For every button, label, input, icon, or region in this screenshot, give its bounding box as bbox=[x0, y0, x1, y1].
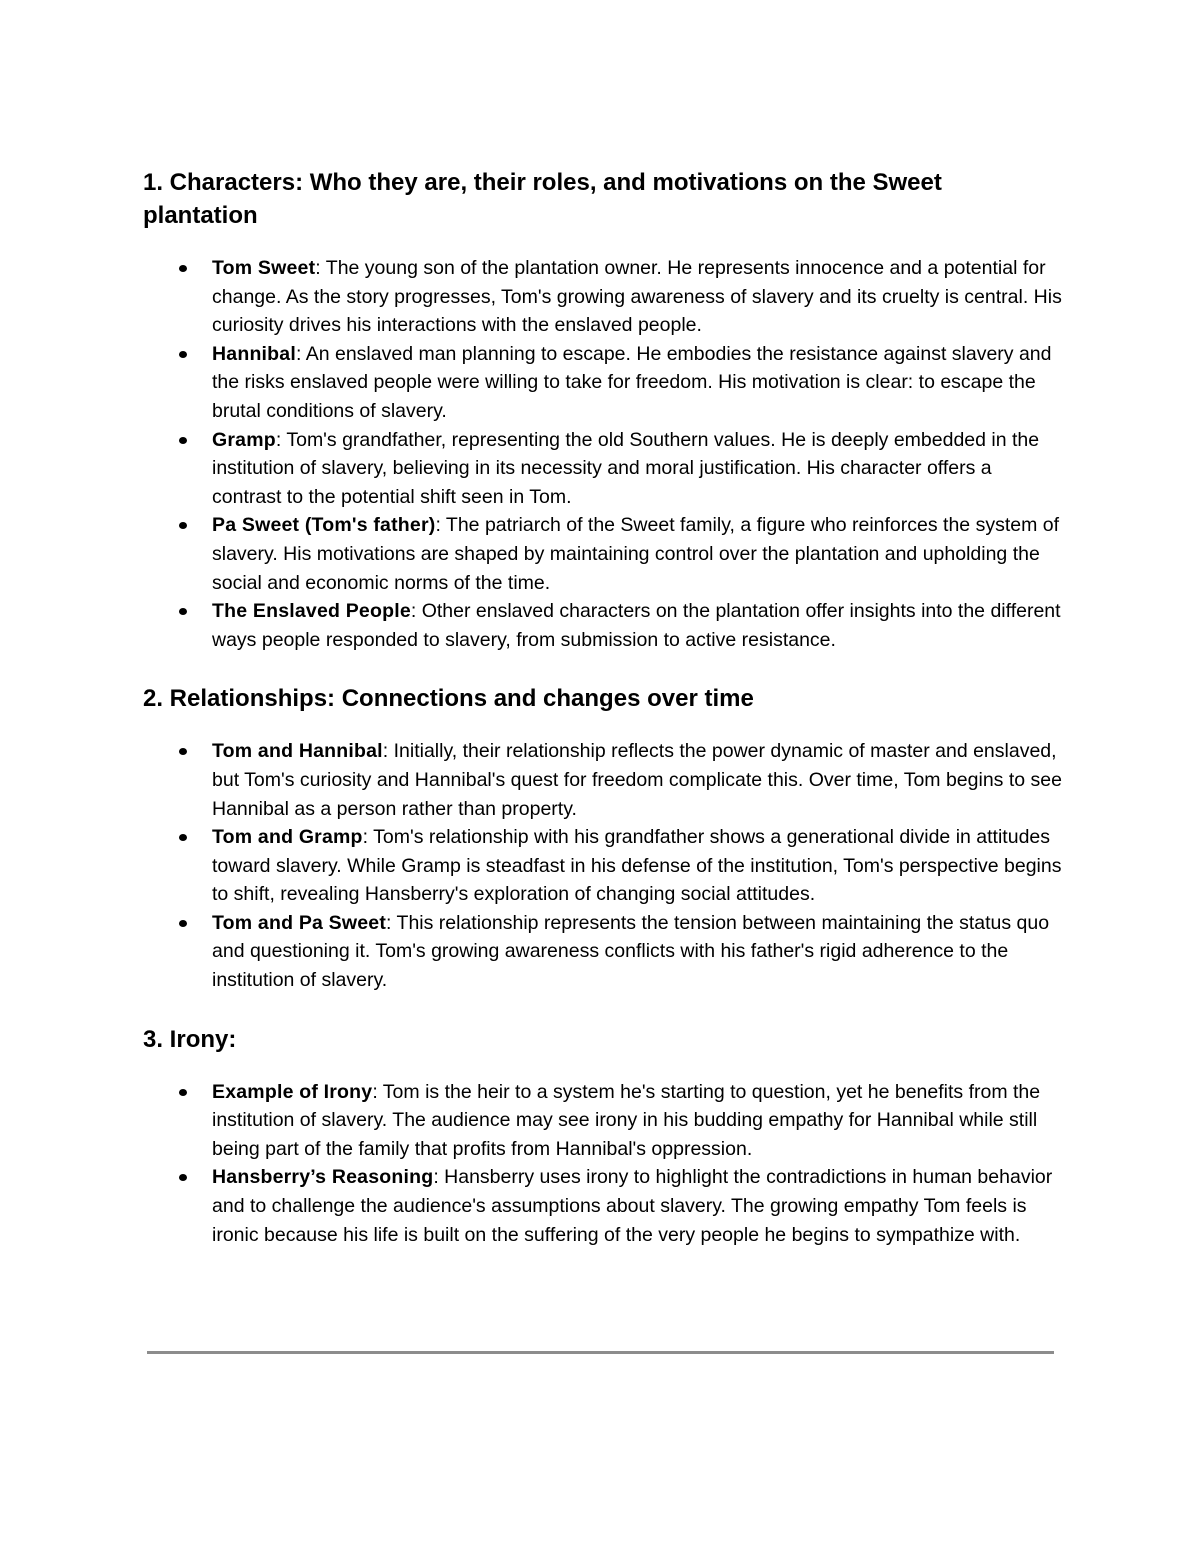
list-item-text: : Tom's relationship with his grandfather shows a generational divide in attitudes toward slavery. While Gramp is steadfast in his defense of the institution, Tom's perspective begins to shift, revealing Hansberry's exploration of changing social attitudes. bbox=[212, 826, 1062, 906]
section-relationships bbox=[143, 682, 1063, 994]
section-heading: 2. Relationships: Connections and changes over time bbox=[143, 685, 754, 713]
list-item-term: Hansberry’s Reasoning bbox=[212, 1166, 434, 1189]
list-item bbox=[143, 1163, 1063, 1249]
horizontal-divider bbox=[147, 1351, 1054, 1354]
bullet-dot-icon bbox=[179, 920, 187, 927]
list-item bbox=[143, 737, 1063, 823]
bullet-dot-icon bbox=[179, 748, 187, 755]
list-item bbox=[143, 254, 1063, 340]
list-item-term: Gramp bbox=[212, 428, 276, 451]
list-item-term: Tom and Hannibal bbox=[212, 740, 383, 763]
section-heading: 3. Irony: bbox=[143, 1025, 237, 1053]
bullet-list bbox=[143, 1078, 1063, 1250]
list-item-text: : Tom's grandfather, representing the old Southern values. He is deeply embedded in the institution of slavery, believing in its necessity and moral justification. His character offers a contrast to the potential shift seen in Tom. bbox=[212, 428, 1040, 508]
list-item bbox=[143, 426, 1063, 512]
bullet-dot-icon bbox=[179, 522, 187, 529]
list-item-text: : This relationship represents the tension between maintaining the status quo and questioning it. Tom's growing awareness conflicts with his father's rigid adherence to the institution of slavery. bbox=[212, 911, 1050, 992]
list-item-term: Example of Irony bbox=[212, 1080, 373, 1103]
section-irony bbox=[143, 1023, 1063, 1250]
bullet-dot-icon bbox=[179, 265, 187, 272]
section-heading: 1. Characters: Who they are, their roles, and motivations on the Sweet plantation bbox=[143, 169, 942, 229]
list-item-text: : The young son of the plantation owner. He represents innocence and a potential for change. As the story progresses, Tom's growing awareness of slavery and its cruelty is central. His curiosity drives his interactions with the enslaved people. bbox=[212, 257, 1062, 337]
list-item-text: : An enslaved man planning to escape. He embodies the resistance against slavery and the risks enslaved people were willing to take for freedom. His motivation is clear: to escape the brutal conditions of slavery. bbox=[212, 342, 1052, 422]
bullet-dot-icon bbox=[179, 608, 187, 615]
list-item bbox=[143, 340, 1063, 426]
list-item bbox=[143, 1078, 1063, 1164]
list-item-text: : Hansberry uses irony to highlight the contradictions in human behavior and to challenge the audience's assumptions about slavery. The growing empathy Tom feels is ironic because his life is built on the suffering of the very people he begins to sympathize with. bbox=[212, 1166, 1053, 1246]
list-item-term: The Enslaved People bbox=[212, 600, 411, 623]
list-item-text: : Initially, their relationship reflects the power dynamic of master and enslaved, but Tom's curiosity and Hannibal's quest for freedom complicate this. Over time, Tom begins to see Hannibal as a person rather than property. bbox=[212, 740, 1062, 820]
list-item bbox=[143, 511, 1063, 597]
list-item-term: Tom and Gramp bbox=[212, 826, 363, 849]
bullet-dot-icon bbox=[179, 351, 187, 358]
list-item-text: : Tom is the heir to a system he's starting to question, yet he benefits from the institution of slavery. The audience may see irony in his budding empathy for Hannibal while still being part of the family that profits from Hannibal's oppression. bbox=[212, 1080, 1041, 1160]
bullet-dot-icon bbox=[179, 834, 187, 841]
list-item-term: Tom Sweet bbox=[212, 257, 316, 279]
bullet-list bbox=[143, 254, 1063, 654]
bullet-dot-icon bbox=[179, 1089, 187, 1096]
bullet-list bbox=[143, 737, 1063, 994]
bullet-dot-icon bbox=[179, 1174, 187, 1181]
list-item bbox=[143, 597, 1063, 654]
section-characters bbox=[143, 166, 1063, 654]
list-item-text: : The patriarch of the Sweet family, a figure who reinforces the system of slavery. His motivations are shaped by maintaining control over the plantation and upholding the social and economic norms of the time. bbox=[212, 514, 1059, 594]
list-item bbox=[143, 909, 1063, 995]
bullet-dot-icon bbox=[179, 437, 187, 444]
list-item bbox=[143, 823, 1063, 909]
list-item-term: Tom and Pa Sweet bbox=[212, 911, 387, 934]
list-item-term: Pa Sweet (Tom's father) bbox=[212, 514, 436, 537]
list-item-text: : Other enslaved characters on the plantation offer insights into the different ways people responded to slavery, from submission to active resistance. bbox=[212, 600, 1061, 651]
document-body bbox=[143, 166, 1063, 1249]
list-item-term: Hannibal bbox=[212, 342, 296, 365]
